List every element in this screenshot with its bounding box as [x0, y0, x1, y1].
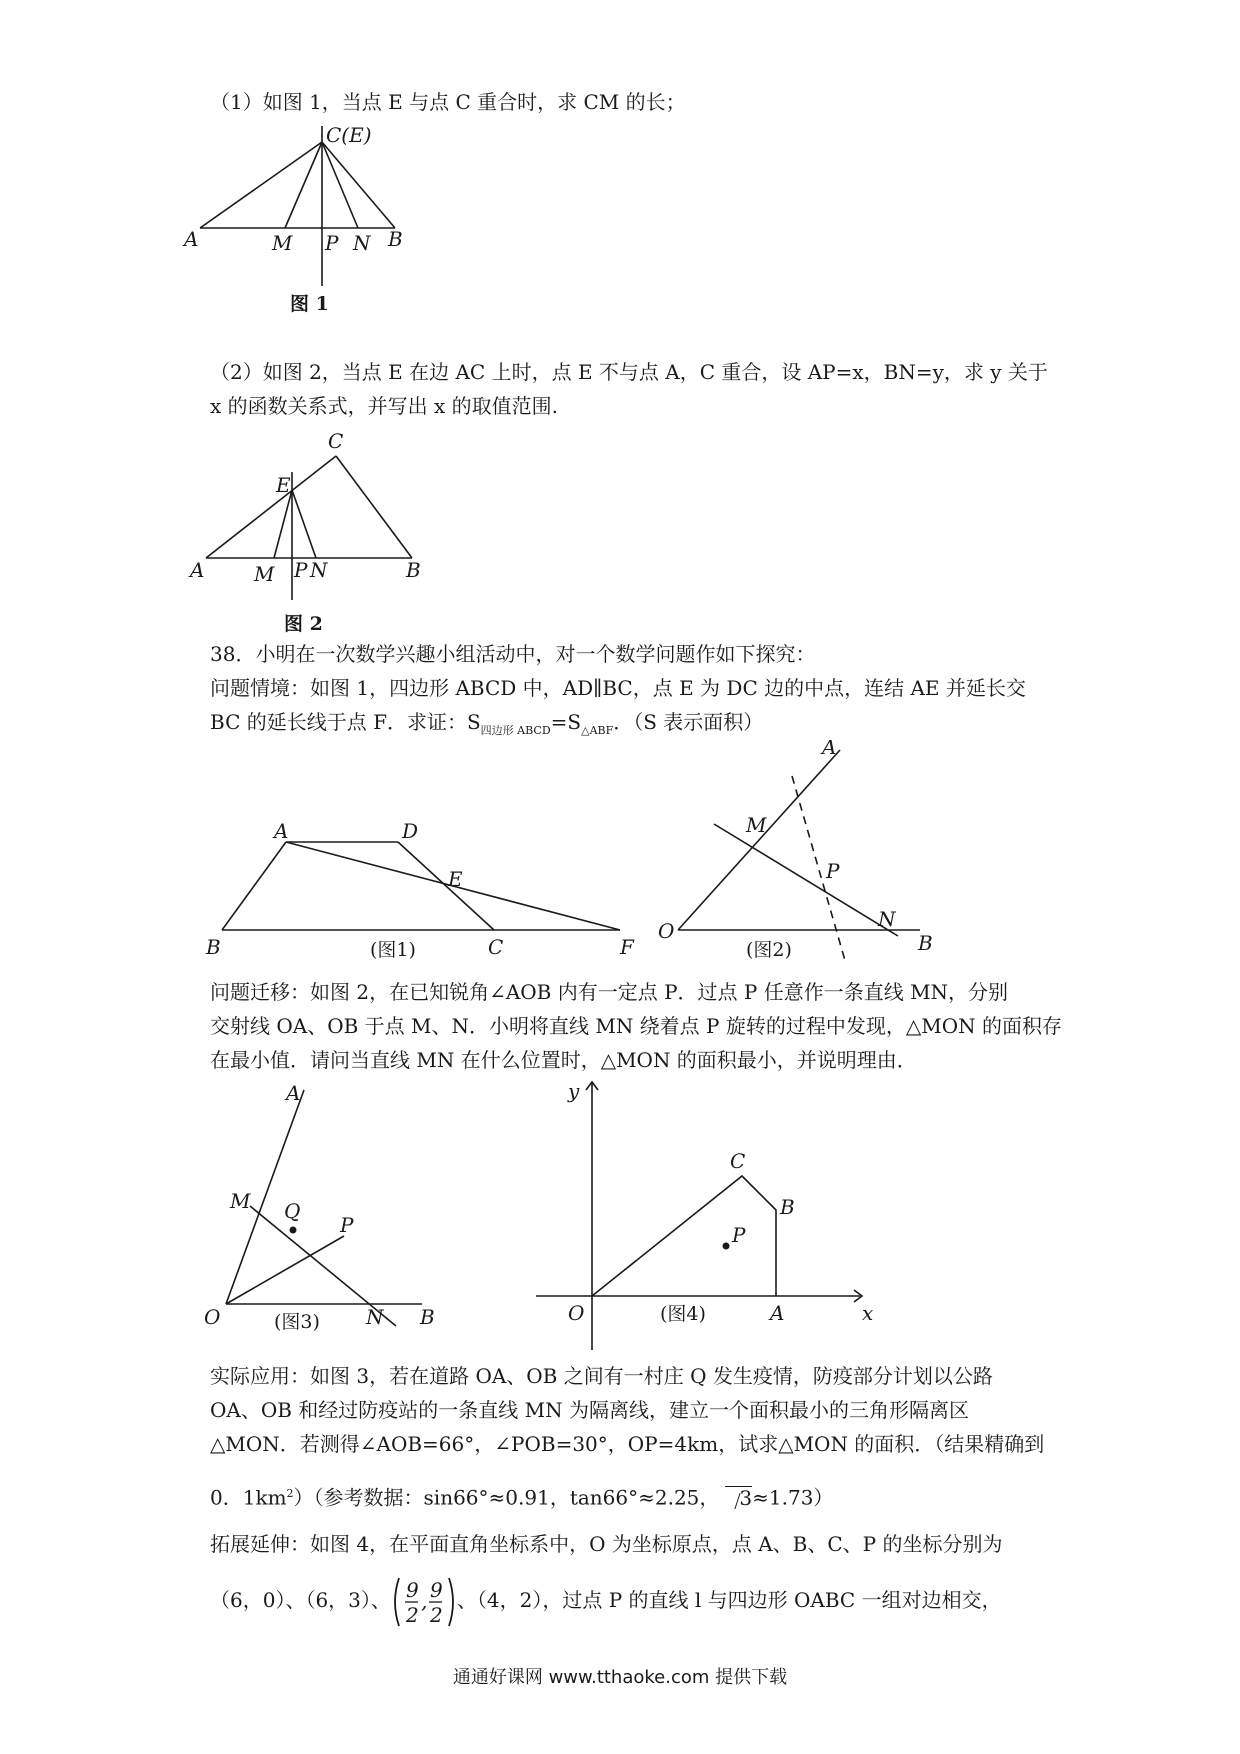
fig2-label-n: N [310, 558, 328, 582]
transfer-line3: 在最小值．请问当直线 MN 在什么位置时，△MON 的面积最小，并说明理由． [210, 1048, 917, 1072]
fig2-caption: 图 2 [284, 613, 323, 634]
figure-38-1 [200, 760, 640, 960]
fig38-1-label-a: A [274, 819, 289, 843]
fig1-label-m: M [272, 231, 293, 255]
fig1-label-p: P [325, 231, 339, 255]
fig1-label-c: C(E) [326, 123, 372, 147]
apply-line3: △MON．若测得∠AOB=66°，∠POB=30°，OP=4km，试求△MON 的面积．（结果精确到 [210, 1432, 1045, 1456]
fig38-3-label-b: B [420, 1305, 435, 1329]
fig38-2-label-o: O [658, 919, 675, 943]
figure-38-2 [650, 740, 950, 970]
svg-text:9: 9 [429, 1577, 443, 1602]
fig38-4-label-x: x [862, 1301, 874, 1325]
fig38-4-label-p: P [732, 1223, 746, 1247]
apply-line2: OA、OB 和经过防疫站的一条直线 MN 为隔离线，建立一个面积最小的三角形隔离区 [210, 1398, 969, 1422]
fig2-label-c: C [328, 429, 344, 453]
question-2-line1: （2）如图 2，当点 E 在边 AC 上时，点 E 不与点 A，C 重合，设 AP=x，BN=y，求 y 关于 [210, 360, 1048, 384]
fig38-3-label-o: O [204, 1305, 221, 1329]
fig38-1-label-c: C [488, 935, 504, 959]
svg-text:9: 9 [405, 1577, 419, 1602]
apply-line4: 0．$1km^2$）（参考数据：sin66°≈0.91，tan66°≈2.25， 3≈1.73） [210, 1485, 834, 1510]
fig38-3-label-q: Q [284, 1199, 301, 1223]
fig38-1-label-d: D [402, 819, 419, 843]
fig38-2-label-m: M [746, 813, 767, 837]
figure-38-3 [200, 1080, 480, 1340]
figure-2 [180, 424, 460, 634]
fig38-3-caption: (图3) [274, 1311, 320, 1333]
question-1-text: （1）如图 1，当点 E 与点 C 重合时，求 CM 的长； [210, 90, 686, 114]
fig2-label-m: M [254, 562, 275, 586]
fig1-caption: 图 1 [290, 293, 329, 315]
svg-text:2: 2 [429, 1602, 443, 1627]
fig1-label-a: A [184, 227, 199, 251]
extend-line1: 拓展延伸：如图 4，在平面直角坐标系中，O 为坐标原点，点 A、B、C、P 的坐标分别为 [210, 1532, 1003, 1556]
figure-38-4 [530, 1070, 880, 1360]
figure-1 [180, 118, 440, 318]
fig38-1-label-b: B [206, 935, 221, 959]
fig38-3-label-n: N [366, 1305, 384, 1329]
fig38-2-label-a: A [822, 740, 837, 759]
fig38-4-label-c: C [730, 1149, 746, 1173]
problem-38-context-line2: BC 的延长线于点 F．求证：$S_{四边形 ABCD}=S_{\triangle ABF}$．（S 表示面积） [210, 710, 764, 737]
fig38-2-label-b: B [918, 931, 933, 955]
fig38-4-label-a: A [770, 1301, 785, 1325]
transfer-line1: 问题迁移：如图 2，在已知锐角∠AOB 内有一定点 P．过点 P 任意作一条直线 MN，分别 [210, 980, 1009, 1004]
fig38-4-caption: (图4) [660, 1303, 706, 1325]
question-2-line2: x 的函数关系式，并写出 x 的取值范围. [210, 394, 558, 418]
transfer-line2: 交射线 OA、OB 于点 M、N．小明将直线 MN 绕着点 P 旋转的过程中发现，△MON 的面积存 [210, 1014, 1062, 1038]
extend-line2: （6，0）、（6，3）、 9 2 , 9 2 、（4，2），过点 P 的直线 l 与四边形 OABC 一组对边相交， [210, 1572, 1002, 1630]
fig38-3-label-p: P [340, 1213, 354, 1237]
fig38-2-label-p: P [826, 859, 840, 883]
fig1-label-n: N [353, 231, 371, 255]
coordinate-fraction [391, 1574, 457, 1630]
fig38-3-label-a: A [286, 1081, 301, 1105]
svg-text:2: 2 [405, 1602, 419, 1627]
fig38-4-label-y: y [568, 1079, 580, 1103]
problem-38-title: 38．小明在一次数学兴趣小组活动中，对一个数学问题作如下探究： [210, 642, 816, 666]
fig1-label-b: B [388, 227, 403, 251]
fig38-2-caption: (图2) [746, 939, 792, 961]
page-footer: 通通好课网 www.tthaoke.com 提供下载 [452, 1667, 788, 1688]
fig38-1-label-e: E [448, 867, 463, 891]
fig2-label-b: B [406, 558, 421, 582]
fig2-label-p: P [294, 558, 308, 582]
apply-line1: 实际应用：如图 3，若在道路 OA、OB 之间有一村庄 Q 发生疫情，防疫部分计划以公路 [210, 1364, 993, 1388]
fig38-3-label-m: M [230, 1189, 251, 1213]
fig2-label-e: E [276, 473, 291, 497]
fig2-label-a: A [190, 558, 205, 582]
sqrt-symbol: 3 [725, 1486, 752, 1509]
fig38-4-label-b: B [780, 1195, 795, 1219]
svg-text:,: , [420, 1588, 428, 1613]
fig38-1-caption: (图1) [370, 939, 416, 960]
problem-38-context-line1: 问题情境：如图 1，四边形 ABCD 中，AD∥BC，点 E 为 DC 边的中点，连结 AE 并延长交 [210, 676, 1026, 700]
fig38-2-label-n: N [878, 907, 896, 931]
fig38-4-label-o: O [568, 1301, 585, 1325]
fig38-1-label-f: F [620, 935, 634, 959]
